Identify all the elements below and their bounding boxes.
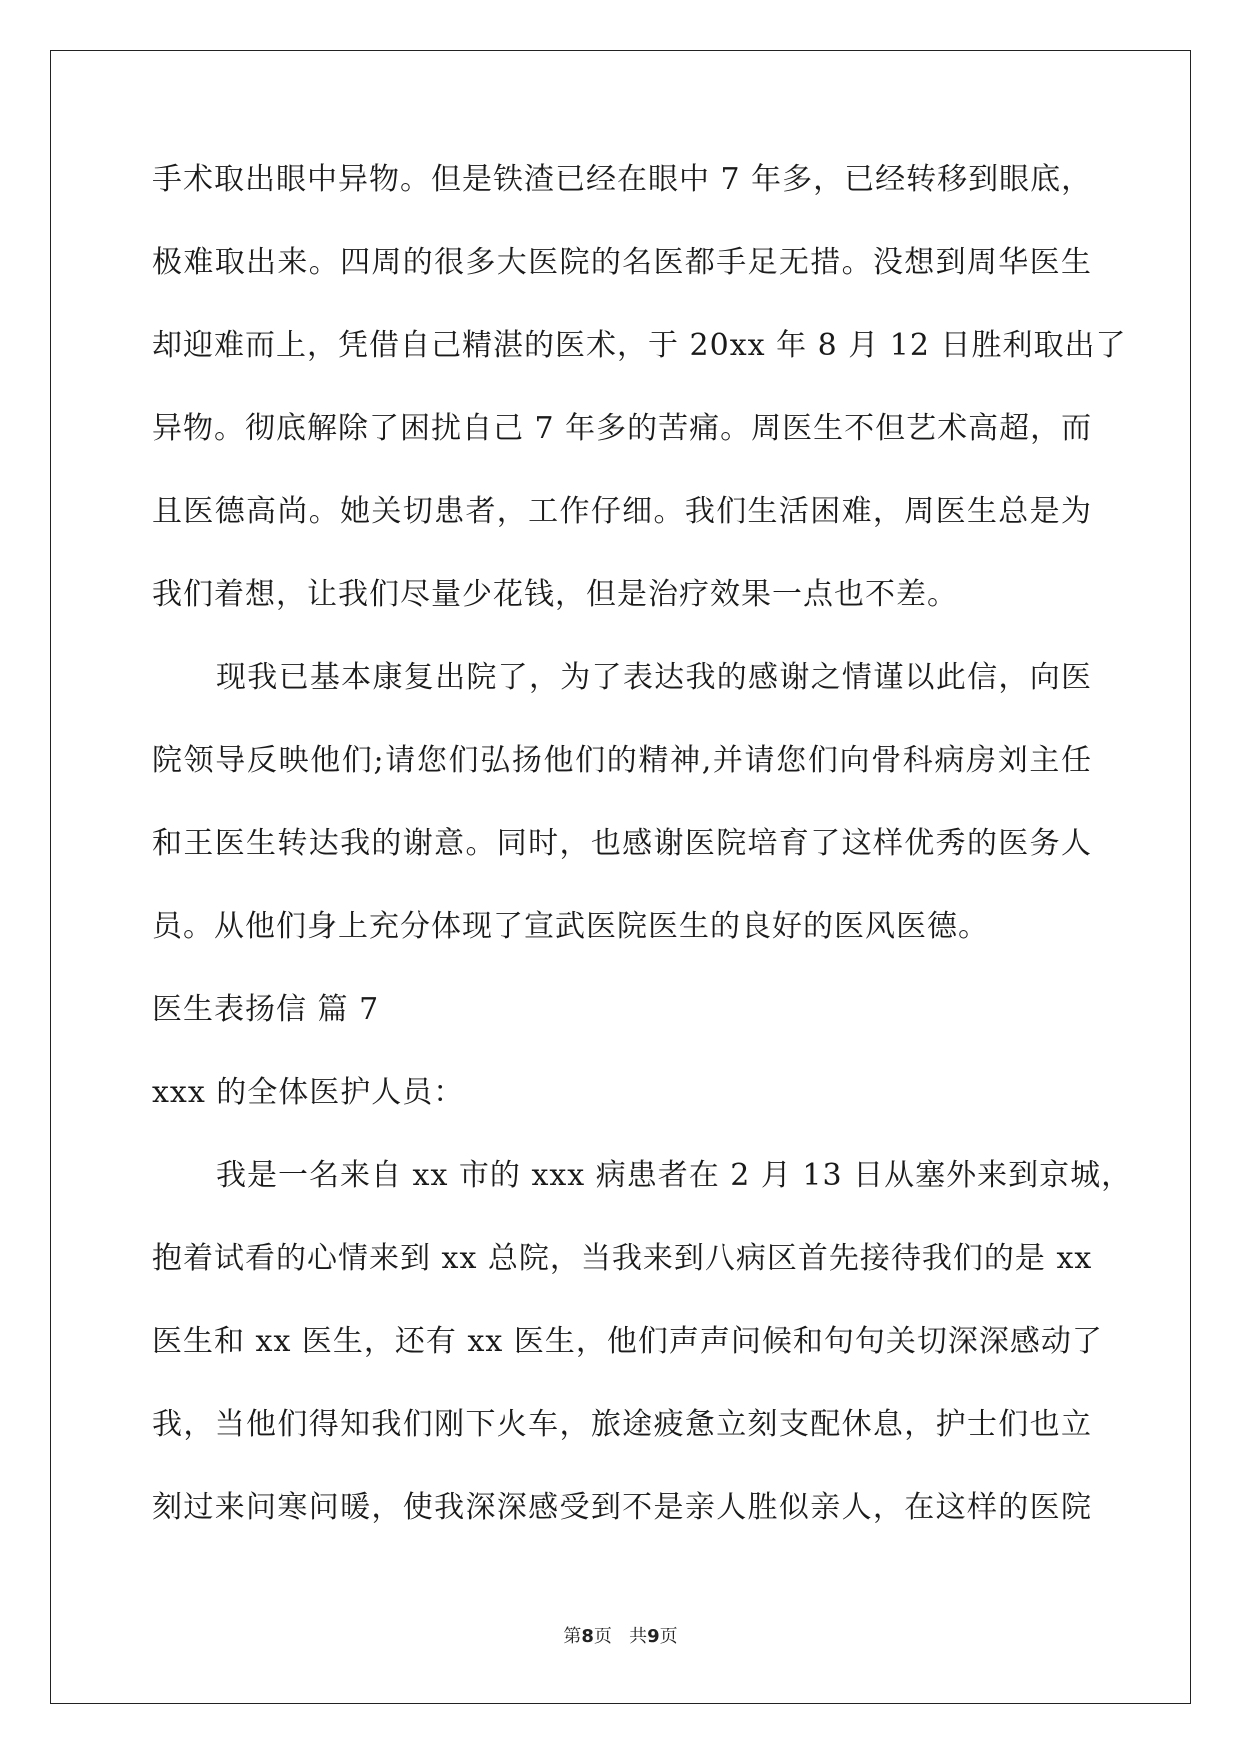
text-line: 且医德高尚。她关切患者，工作仔细。我们生活困难，周医生总是为	[152, 494, 1092, 529]
salutation: xxx 的全体医护人员：	[152, 1075, 465, 1110]
page-current: 8	[581, 1626, 594, 1647]
text-line: 员。从他们身上充分体现了宣武医院医生的良好的医风医德。	[152, 909, 989, 944]
page-total: 9	[647, 1626, 660, 1647]
page-unit: 页	[593, 1626, 612, 1647]
text-line: 现我已基本康复出院了，为了表达我的感谢之情谨以此信，向医	[216, 660, 1092, 695]
total-unit: 页	[659, 1626, 678, 1647]
text-line: 我们着想，让我们尽量少花钱，但是治疗效果一点也不差。	[152, 577, 958, 612]
text-line: 异物。彻底解除了困扰自己 7 年多的苦痛。周医生不但艺术高超，而	[152, 411, 1093, 446]
document-body	[152, 150, 1133, 1561]
text-line: 刻过来问寒问暖，使我深深感受到不是亲人胜似亲人，在这样的医院	[152, 1490, 1092, 1525]
text-line: 却迎难而上，凭借自己精湛的医术，于 20xx 年 8 月 12 日胜利取出了	[152, 328, 1127, 363]
text-line: 手术取出眼中异物。但是铁渣已经在眼中 7 年多，已经转移到眼底，	[152, 162, 1093, 197]
text-line: 抱着试看的心情来到 xx 总院，当我来到八病区首先接待我们的是 xx	[152, 1241, 1093, 1276]
text-line: 医生和 xx 医生，还有 xx 医生，他们声声问候和句句关切深深感动了	[152, 1324, 1103, 1359]
page-footer	[0, 1622, 1241, 1648]
page-prefix: 第	[563, 1626, 582, 1647]
text-line: 院领导反映他们;请您们弘扬他们的精神,并请您们向骨科病房刘主任	[152, 743, 1092, 778]
section-heading: 医生表扬信 篇 7	[152, 992, 380, 1027]
text-line: 我是一名来自 xx 市的 xxx 病患者在 2 月 13 日从塞外来到京城，	[216, 1158, 1133, 1193]
text-line: 我，当他们得知我们刚下火车，旅途疲惫立刻支配休息，护士们也立	[152, 1407, 1092, 1442]
text-line: 极难取出来。四周的很多大医院的名医都手足无措。没想到周华医生	[152, 245, 1092, 280]
text-line: 和王医生转达我的谢意。同时，也感谢医院培育了这样优秀的医务人	[152, 826, 1092, 861]
total-prefix: 共	[629, 1626, 648, 1647]
